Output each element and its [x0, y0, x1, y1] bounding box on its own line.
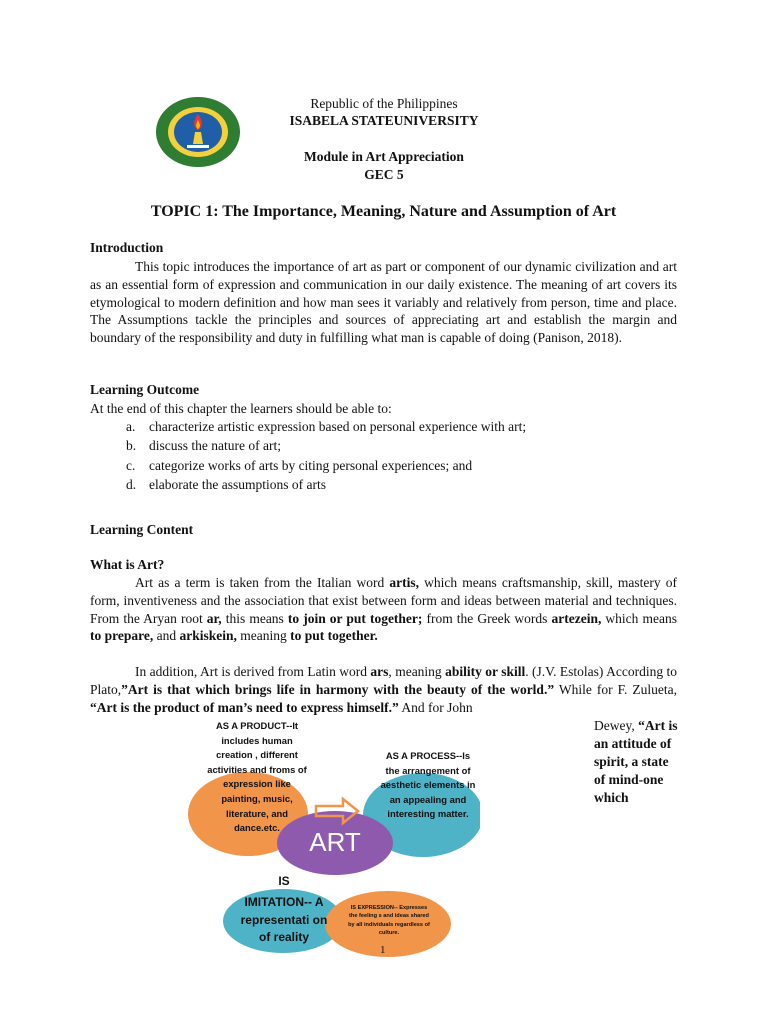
list-item: b. discuss the nature of art; [126, 438, 281, 454]
expression-label: IS EXPRESSION-- Expresses the feeling s and ideas shared by all individuals regardless of culture. [348, 905, 430, 937]
what-is-art-paragraph-1: Art as a term is taken from the Italian word artis, which means craftsmanship, skill, mastery of form, inventiveness and the association that exist between form and ideas between material and techniques. From the Aryan root ar, this means to join or put together; from the Greek words artezein, which means to prepare, and arkiskein, meaning to put together. [90, 575, 677, 644]
art-center-label: ART [309, 827, 361, 857]
header-course-code: GEC 5 [364, 167, 404, 182]
imitation-is-label: IS [278, 874, 290, 888]
list-item: a. characterize artistic expression based on personal experience with art; [126, 419, 527, 434]
page-number: 1 [380, 944, 386, 956]
what-is-art-paragraph-2: In addition, Art is derived from Latin word ars, meaning ability or skill. (J.V. Estolas) According to Plato,”Art is that which brings life in harmony with the beauty of the world.” While for F. Zulueta, “Art is the product of man’s need to express himself.” And for John [90, 664, 677, 715]
learning-outcome-heading: Learning Outcome [90, 382, 200, 397]
learning-outcome-lead: At the end of this chapter the learners should be able to: [90, 401, 392, 416]
art-concept-diagram [180, 715, 480, 965]
introduction-heading: Introduction [90, 240, 164, 255]
learning-content-heading: Learning Content [90, 522, 194, 537]
dewey-quote-side-text: Dewey, “Art is an attitude of spirit, a state of mind-one which [594, 718, 678, 805]
header-university: ISABELA STATEUNIVERSITY [289, 113, 479, 128]
introduction-paragraph: This topic introduces the importance of art as part or component of our dynamic civilization and art as an essential form of expression and communication in our daily existence. The meaning of art covers its etymological to modern definition and how man sees it variably and relatively from person, time and place. The Assumptions tackle the principles and sources of appreciating art and establish the margin and boundary of the responsibility and duty in fulfilling what man is capable of doing (Panison, 2018). [90, 259, 677, 346]
process-label: AS A PROCESS--Is the arrangement of aesthetic elements in an appealing and interesting matter. [380, 750, 476, 820]
list-item: c. categorize works of arts by citing personal experiences; and [126, 457, 473, 473]
topic-title: TOPIC 1: The Importance, Meaning, Nature and Assumption of Art [150, 203, 617, 220]
header-republic: Republic of the Philippines [310, 96, 458, 111]
what-is-art-heading: What is Art? [90, 557, 165, 572]
product-label: AS A PRODUCT--It includes human creation , different activities and froms of expression like painting, music, literature, and dance.etc. [207, 720, 307, 834]
learning-outcome-list [126, 417, 526, 494]
header-module: Module in Art Appreciation [304, 149, 464, 164]
imitation-label: IMITATION-- A representati on of reality [240, 895, 328, 944]
list-item: d. elaborate the assumptions of arts [126, 476, 326, 492]
